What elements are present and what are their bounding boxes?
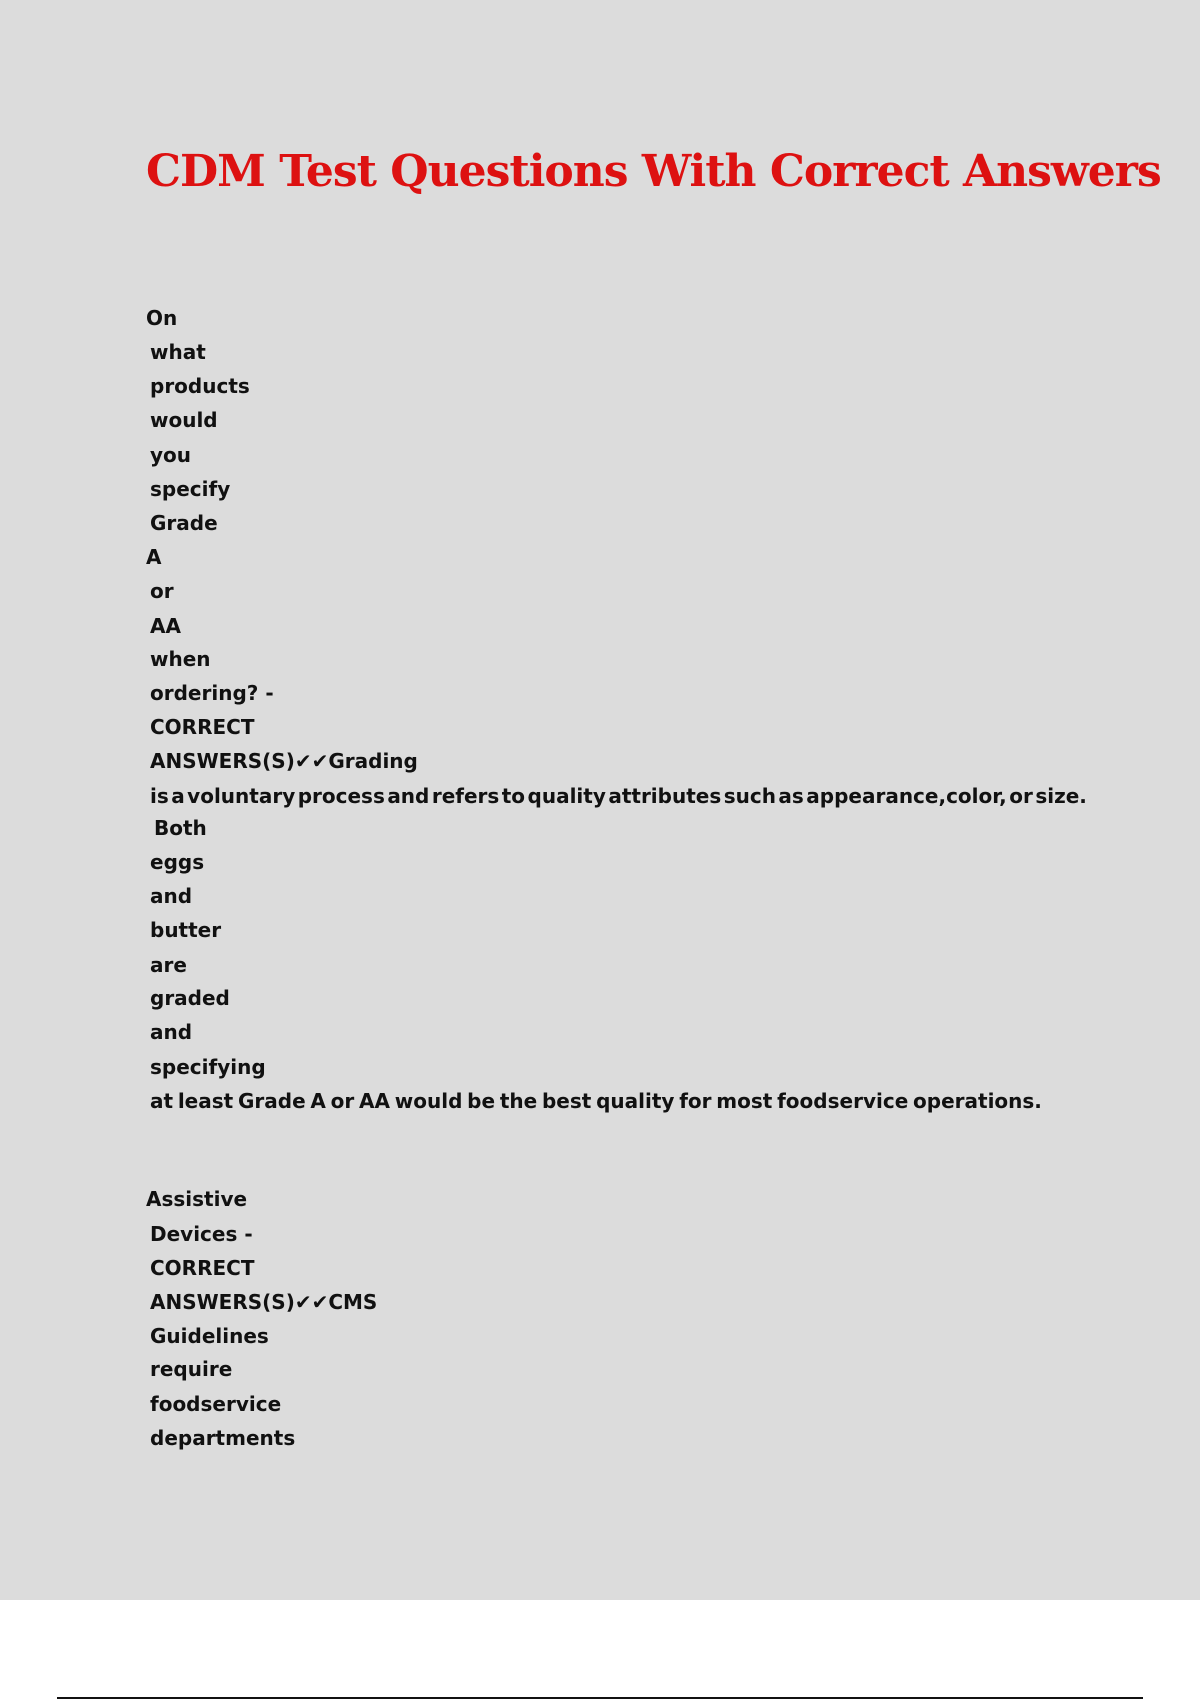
q2-answer-marker: CORRECT bbox=[150, 1256, 255, 1280]
q1-word: AA bbox=[150, 614, 181, 638]
q1-answer-line-b bbox=[150, 1087, 1042, 1115]
answer-word: be bbox=[467, 1089, 496, 1113]
q1-word: you bbox=[150, 443, 192, 467]
q1-word: A bbox=[146, 545, 162, 569]
q1-question-end: ordering? - bbox=[150, 681, 274, 705]
q1-word: what bbox=[150, 340, 206, 364]
answer-word: would bbox=[394, 1089, 463, 1113]
answer-word: AA bbox=[359, 1089, 390, 1113]
answer-word: to bbox=[501, 784, 526, 808]
answer-word: the bbox=[499, 1089, 538, 1113]
answer-word: refers bbox=[431, 784, 500, 808]
q1-word: products bbox=[150, 374, 250, 398]
q1-word: when bbox=[150, 647, 211, 671]
answer-word: least bbox=[177, 1089, 234, 1113]
answer-word: size. bbox=[1035, 784, 1087, 808]
answer-word: foodservice bbox=[777, 1089, 909, 1113]
q1-word: are bbox=[150, 953, 187, 977]
answer-word: and bbox=[387, 784, 430, 808]
q1-word: specify bbox=[150, 477, 231, 501]
q1-word: graded bbox=[150, 986, 230, 1010]
q2-word: foodservice bbox=[150, 1392, 282, 1416]
q1-word: On bbox=[146, 306, 178, 330]
q2-word: departments bbox=[150, 1426, 296, 1450]
answer-word: as bbox=[778, 784, 804, 808]
q1-answer-line-a bbox=[150, 782, 1087, 810]
answer-word: or bbox=[1009, 784, 1033, 808]
q1-word: would bbox=[150, 408, 218, 432]
q2-answer-start: ANSWERS(S)✔✔CMS bbox=[150, 1290, 378, 1314]
q2-question-end: Devices - bbox=[150, 1222, 253, 1246]
q1-word: Both bbox=[154, 816, 207, 840]
footer-divider bbox=[57, 1697, 1143, 1699]
answer-word: at bbox=[150, 1089, 174, 1113]
answer-word: appearance,color, bbox=[806, 784, 1007, 808]
answer-word: process bbox=[297, 784, 385, 808]
q1-word: or bbox=[150, 579, 174, 603]
answer-word: quality bbox=[596, 1089, 675, 1113]
answer-word: Grade bbox=[237, 1089, 306, 1113]
answer-word: such bbox=[723, 784, 776, 808]
answer-word: operations. bbox=[913, 1089, 1042, 1113]
q1-answer-start: ANSWERS(S)✔✔Grading bbox=[150, 749, 418, 773]
q1-word: Grade bbox=[150, 511, 218, 535]
answer-word: for bbox=[679, 1089, 712, 1113]
answer-word: A bbox=[310, 1089, 326, 1113]
answer-word: best bbox=[541, 1089, 592, 1113]
answer-word: or bbox=[330, 1089, 355, 1113]
q1-word: and bbox=[150, 884, 193, 908]
document-title: CDM Test Questions With Correct Answers bbox=[146, 146, 1161, 197]
q1-word: eggs bbox=[150, 850, 205, 874]
q1-word: specifying bbox=[150, 1055, 266, 1079]
q2-word: require bbox=[150, 1357, 233, 1381]
answer-word: a bbox=[171, 784, 185, 808]
q1-answer-marker: CORRECT bbox=[150, 715, 255, 739]
q2-word: Assistive bbox=[146, 1187, 248, 1211]
q1-word: butter bbox=[150, 918, 222, 942]
answer-word: is bbox=[150, 784, 169, 808]
q1-word: and bbox=[150, 1020, 193, 1044]
answer-word: voluntary bbox=[187, 784, 296, 808]
answer-word: most bbox=[716, 1089, 773, 1113]
answer-word: quality bbox=[527, 784, 606, 808]
q2-word: Guidelines bbox=[150, 1324, 269, 1348]
answer-word: attributes bbox=[608, 784, 722, 808]
